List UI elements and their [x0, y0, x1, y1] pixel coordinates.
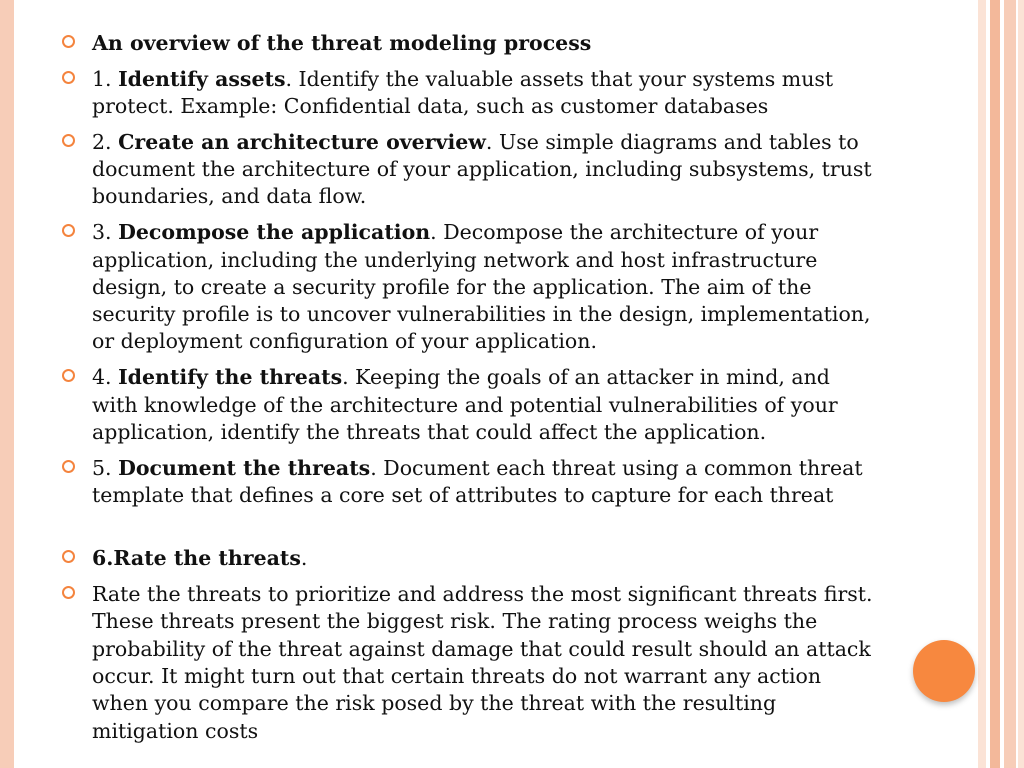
bullet-text: . Use simple diagrams and tables to document the architecture of your application, including subsystems, trust boundaries, and data flow. — [92, 129, 872, 209]
bullet-title: Create an architecture overview — [118, 129, 486, 154]
bullet-number: 3. — [92, 220, 119, 245]
left-decorative-stripe — [0, 0, 14, 768]
bullet-title: Document the threats — [118, 455, 371, 480]
bullet-title: 6.Rate the threats — [92, 546, 301, 571]
bullet-icon — [62, 369, 75, 382]
bullet-text: . Decompose the architecture of your application, including the underlying network and host infrastructure design, to create a security profile for the application. The aim of the security profile is to uncover vulnerabilities in the design, implementation, or deployment configuration of your application. — [92, 220, 871, 354]
bullet-text: . Document each threat using a common threat template that defines a core set of attributes to capture for each threat — [92, 455, 863, 507]
bullet-icon — [62, 134, 75, 147]
right-decorative-stripe — [990, 0, 1000, 768]
bullet-icon — [62, 550, 75, 563]
bullet-text: . Identify the valuable assets that your systems must protect. Example: Confidential data, such as customer databases — [92, 66, 834, 119]
bullet-title: An overview of the threat modeling process — [92, 31, 592, 55]
bullet-icon — [62, 586, 75, 599]
bullet-icon — [62, 224, 75, 237]
bullet-icon — [62, 71, 75, 84]
bullet-item-decompose-application — [60, 219, 880, 355]
bullet-title: Identify assets — [118, 66, 286, 91]
bullet-text: . — [300, 546, 308, 571]
bullet-item-overview — [60, 30, 880, 57]
bullet-text: Rate the threats to prioritize and address the most significant threats first. These threats present the biggest risk. The rating process weighs the probability of the threat against damage that could result should an attack occur. It might turn out that certain threats do not warrant any action when you compare the risk posed by the threat with the resulting mitigation costs — [92, 582, 873, 743]
bullet-item-rate-threats — [60, 545, 880, 572]
bullet-item-identify-threats — [60, 364, 880, 446]
bullet-item-identify-assets — [60, 66, 880, 121]
right-decorative-stripe — [978, 0, 986, 768]
bullet-icon — [62, 460, 75, 473]
orange-circle-decoration — [913, 640, 975, 702]
bullet-title: Decompose the application — [118, 220, 431, 245]
bullet-item-document-threats — [60, 455, 880, 510]
bullet-number: 1. — [92, 66, 119, 91]
bullet-item-architecture-overview — [60, 129, 880, 211]
bullet-title: Identify the threats — [118, 365, 343, 390]
bullet-text: . Keeping the goals of an attacker in mind, and with knowledge of the architecture and potential vulnerabilities of your application, identify the threats that could affect the application. — [92, 365, 838, 444]
bullet-number: 5. — [92, 455, 119, 480]
right-decorative-stripe — [1018, 0, 1024, 768]
slide-content — [60, 30, 880, 753]
right-decorative-stripe — [1004, 0, 1016, 768]
bullet-number: 2. — [92, 129, 119, 154]
bullet-number: 4. — [92, 365, 119, 390]
bullet-item-rate-threats-detail — [60, 581, 880, 745]
bullet-icon — [62, 35, 75, 48]
